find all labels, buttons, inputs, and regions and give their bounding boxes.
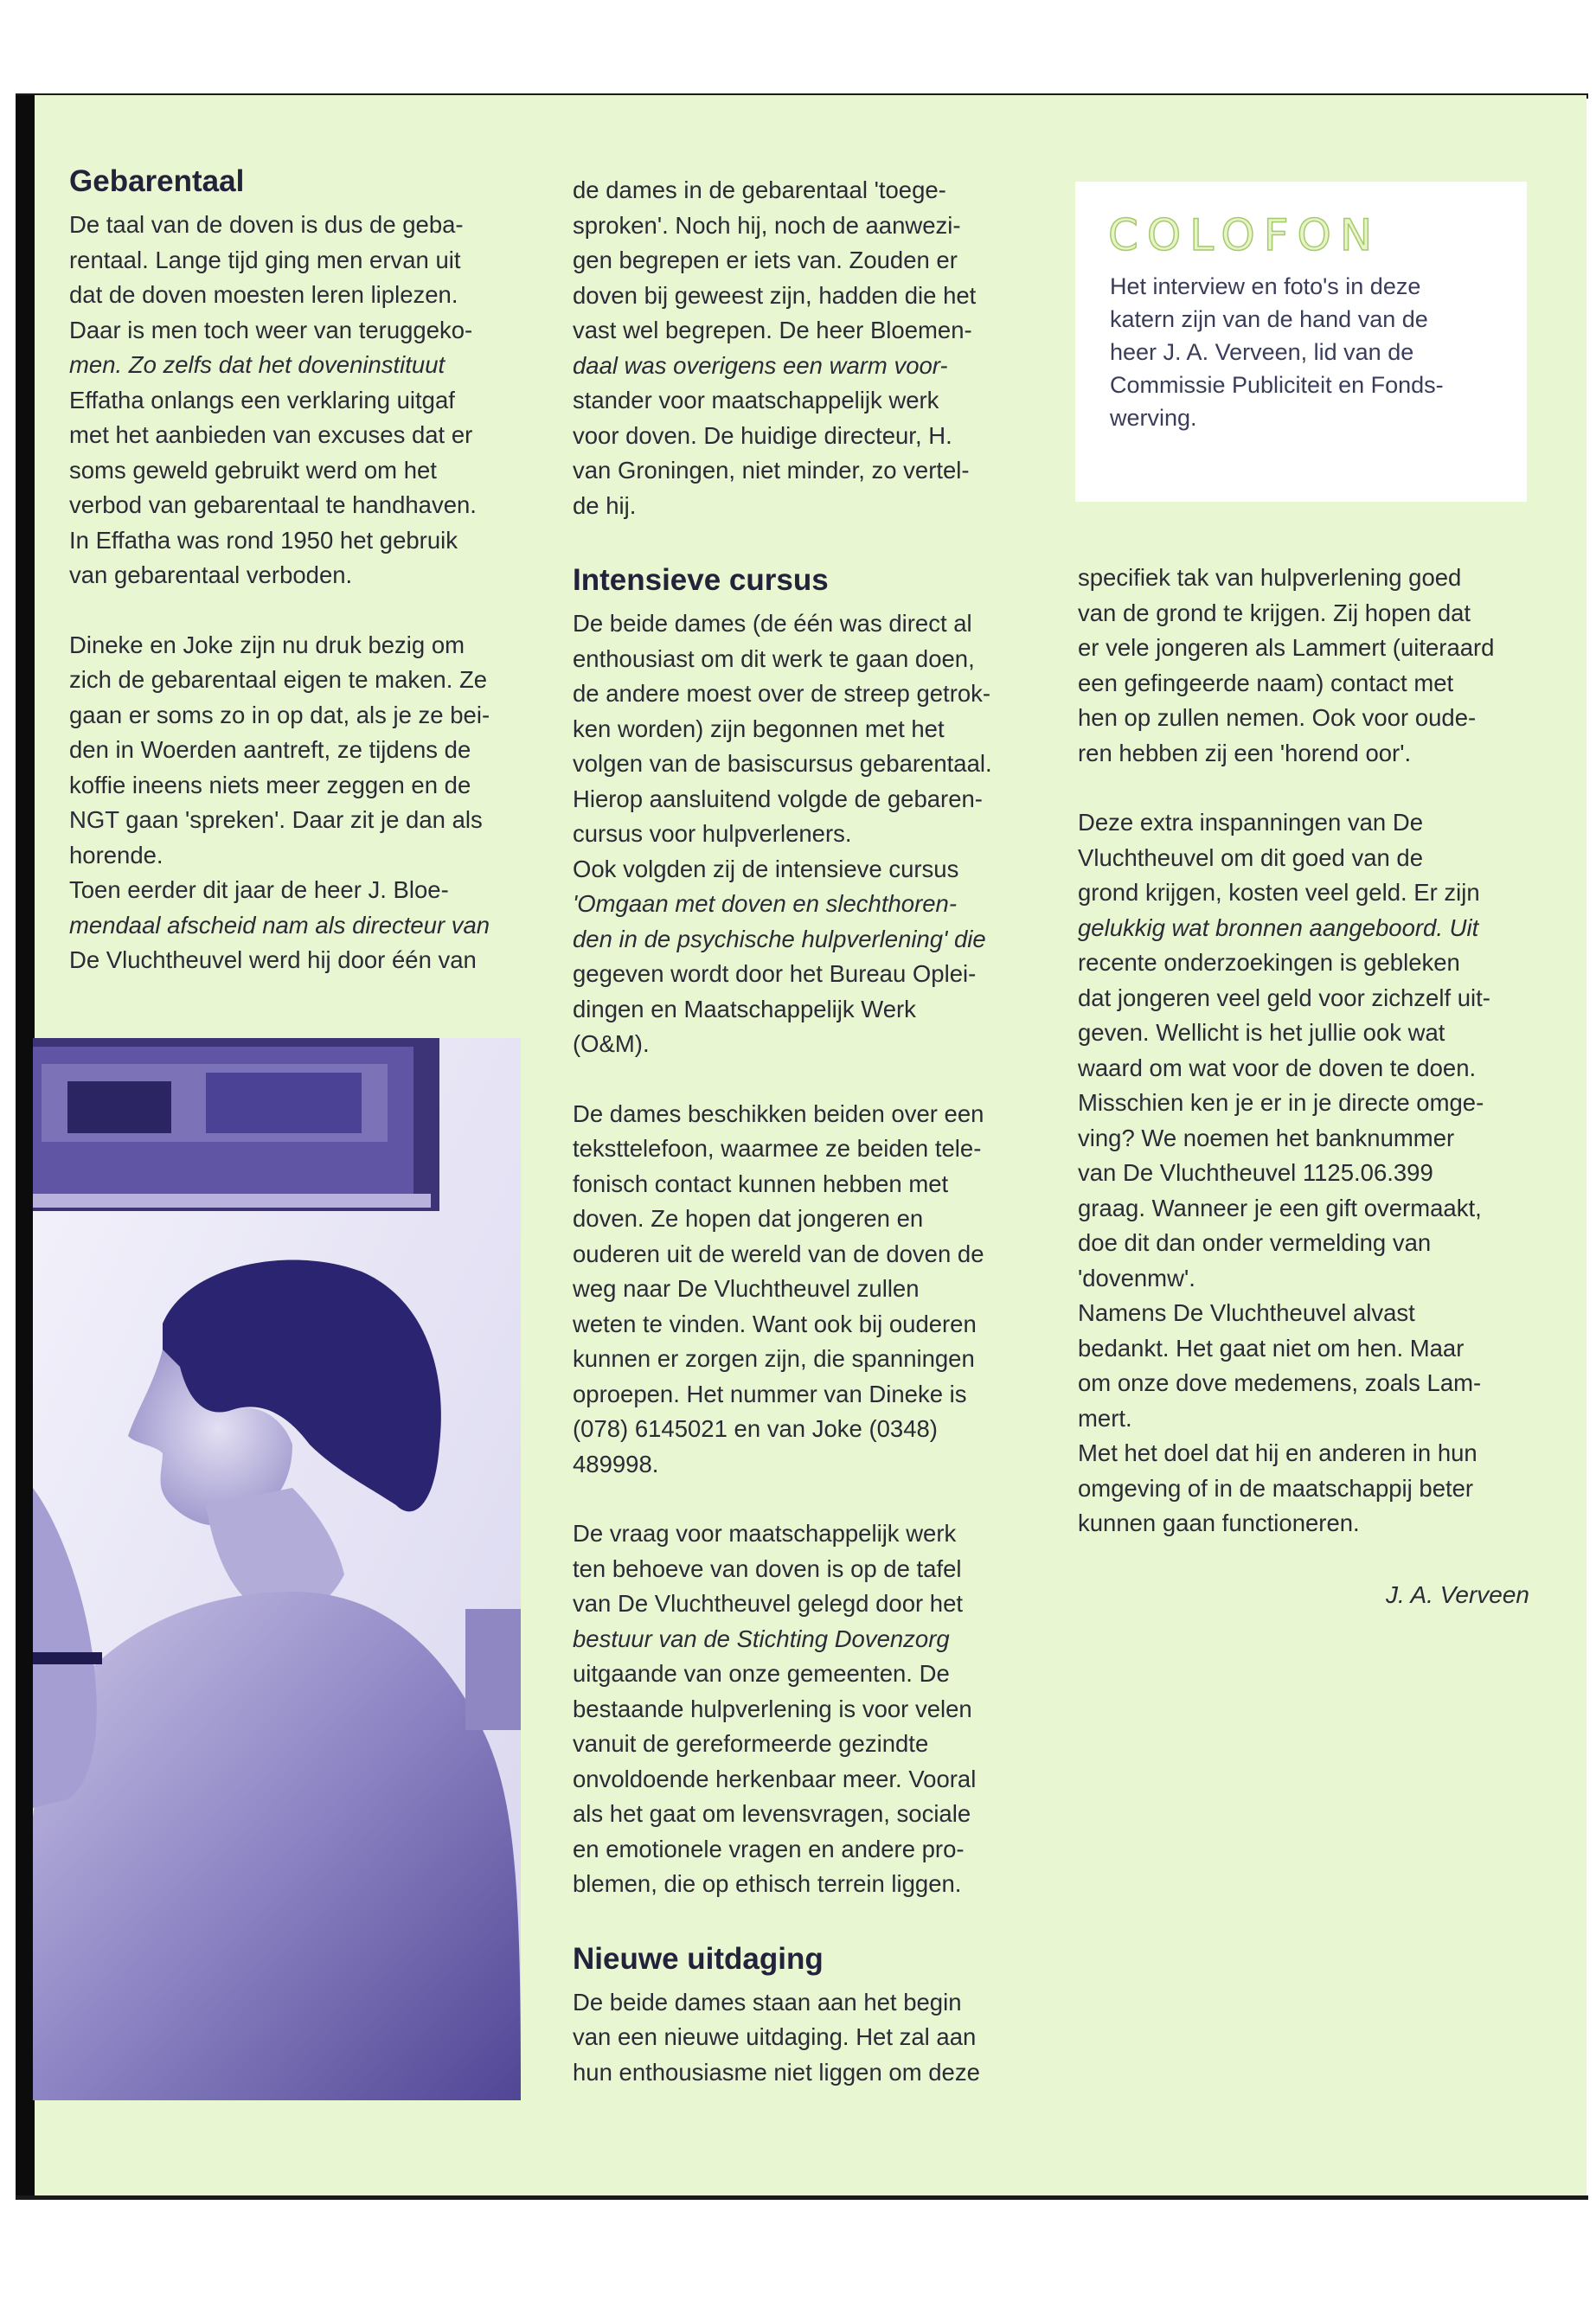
text-line: kunnen er zorgen zijn, die spanningen — [573, 1345, 975, 1372]
text-line: dingen en Maatschappelijk Werk — [573, 995, 916, 1022]
paragraph — [573, 606, 1040, 852]
text-line: ken worden) zijn begonnen met het — [573, 715, 945, 742]
text-line: graag. Wanneer je een gift overmaakt, — [1078, 1194, 1482, 1221]
text-line: gegeven wordt door het Bureau Oplei- — [573, 960, 977, 987]
text-line: heer J. A. Verveen, lid van de — [1110, 339, 1414, 365]
colofon-title: COLOFON — [1108, 210, 1381, 260]
text-line: bedankt. Het gaat niet om hen. Maar — [1078, 1334, 1465, 1362]
portrait-illustration — [33, 1038, 521, 2100]
paragraph — [1078, 561, 1545, 771]
text-line: hun enthousiasme niet liggen om deze — [573, 2058, 980, 2086]
text-line: onvoldoende herkenbaar meer. Vooral — [573, 1765, 977, 1792]
text-line: kunnen gaan functioneren. — [1078, 1509, 1360, 1536]
text-line: Dineke en Joke zijn nu druk bezig om — [69, 631, 465, 658]
text-line: den in de psychische hulpverlening' die — [573, 925, 986, 952]
text-line: enthousiast om dit werk te gaan doen, — [573, 644, 975, 672]
portrait-photo — [33, 1038, 521, 2100]
section-heading-intensieve-cursus: Intensieve cursus — [573, 563, 829, 597]
text-line: Namens De Vluchtheuvel alvast — [1078, 1299, 1415, 1326]
watch — [33, 1652, 102, 1664]
text-line: van een nieuwe uitdaging. Het zal aan — [573, 2023, 977, 2050]
text-line: blemen, die op ethisch terrein liggen. — [573, 1870, 962, 1897]
article-column-1 — [69, 163, 536, 978]
text-line: Toen eerder dit jaar de heer J. Bloe- — [69, 876, 449, 903]
paragraph — [69, 628, 536, 874]
text-line: een gefingeerde naam) contact met — [1078, 669, 1454, 696]
text-line: men. Zo zelfs dat het doveninstituut — [69, 351, 445, 378]
text-line: gen begrepen er iets van. Zouden er — [573, 247, 958, 273]
text-line: om onze dove medemens, zoals Lam- — [1078, 1369, 1482, 1396]
text-line: Ook volgden zij de intensieve cursus — [573, 855, 959, 882]
text-line: specifiek tak van hulpverlening goed — [1078, 564, 1462, 591]
text-line: met het aanbieden van excuses dat er — [69, 421, 473, 448]
text-line: bestuur van de Stichting Dovenzorg — [573, 1625, 950, 1652]
text-line: omgeving of in de maatschappij beter — [1078, 1474, 1474, 1502]
text-line: De beide dames staan aan het begin — [573, 1988, 962, 2016]
text-line: en emotionele vragen en andere pro- — [573, 1835, 965, 1862]
text-line: fonisch contact kunnen hebben met — [573, 1170, 949, 1197]
text-line: ouderen uit de wereld van de doven de — [573, 1240, 984, 1267]
text-line: rentaal. Lange tijd ging men ervan uit — [69, 246, 461, 273]
paragraph — [1078, 1436, 1545, 1541]
text-line: doe dit dan onder vermelding van — [1078, 1229, 1432, 1256]
paragraph — [69, 208, 536, 593]
text-line: gaan er soms zo in op dat, als je ze bei- — [69, 701, 490, 728]
scan-edge-bottom — [16, 2195, 1588, 2200]
text-line: de hij. — [573, 491, 637, 519]
text-line: 489998. — [573, 1450, 659, 1477]
scan-edge-left — [16, 95, 35, 2197]
text-line: katern zijn van de hand van de — [1110, 306, 1428, 332]
text-line: ten behoeve van doven is op de tafel — [573, 1554, 962, 1582]
text-line: de andere moest over de streep getrok- — [573, 680, 991, 707]
text-line: 'Omgaan met doven en slechthoren- — [573, 890, 957, 917]
text-line: voor doven. De huidige directeur, H. — [573, 421, 952, 449]
text-line: weten te vinden. Want ook bij ouderen — [573, 1310, 977, 1337]
text-line: er vele jongeren als Lammert (uiteraard — [1078, 634, 1495, 661]
text-line: Effatha onlangs een verklaring uitgaf — [69, 386, 455, 413]
colofon-box — [1075, 182, 1527, 502]
text-line: Misschien ken je er in je directe omge- — [1078, 1089, 1484, 1116]
text-line: zich de gebarentaal eigen te maken. Ze — [69, 666, 488, 693]
author-signature: J. A. Verveen — [1385, 1581, 1529, 1608]
text-line: Deze extra inspanningen van De — [1078, 809, 1424, 836]
text-fragment: mendaal afscheid nam als directeur van — [69, 911, 490, 939]
text-line: mert. — [1078, 1404, 1132, 1432]
paragraph — [1078, 1296, 1545, 1436]
text-line: waard om wat voor de doven te doen. — [1078, 1054, 1477, 1081]
framed-painting — [33, 1038, 439, 1211]
text-line: Met het doel dat hij en anderen in hun — [1078, 1439, 1477, 1466]
text-line: koffie ineens niets meer zeggen en de — [69, 771, 471, 798]
text-line: vanuit de gereformeerde gezindte — [573, 1730, 929, 1757]
text-line: De dames beschikken beiden over een — [573, 1099, 984, 1127]
text-line: geven. Wellicht is het jullie ook wat — [1078, 1019, 1445, 1046]
text-line: stander voor maatschappelijk werk — [573, 387, 939, 413]
text-line: De vraag voor maatschappelijk werk — [573, 1520, 957, 1547]
chair — [465, 1609, 521, 1730]
text-line: teksttelefoon, waarmee ze beiden tele- — [573, 1135, 982, 1162]
text-line: volgen van de basiscursus gebarentaal. — [573, 750, 992, 777]
paragraph — [573, 1516, 1040, 1902]
text-line: sproken'. Noch hij, noch de aanwezi- — [573, 211, 961, 239]
text-line — [69, 908, 536, 944]
text-line: van De Vluchtheuvel 1125.06.399 — [1078, 1159, 1433, 1186]
text-line: De beide dames (de één was direct al — [573, 610, 972, 637]
text-line: horende. — [69, 841, 163, 868]
text-line: Vluchtheuvel om dit goed van de — [1078, 843, 1424, 871]
text-line: werving. — [1110, 405, 1197, 431]
article-column-3 — [1078, 561, 1545, 1541]
paragraph — [69, 873, 536, 978]
text-line: weg naar De Vluchtheuvel zullen — [573, 1275, 920, 1302]
text-line: van Groningen, niet minder, zo vertel- — [573, 457, 970, 484]
paragraph — [573, 1985, 1040, 2091]
text-line: doven. Ze hopen dat jongeren en — [573, 1205, 924, 1232]
text-line: NGT gaan 'spreken'. Daar zit je dan als — [69, 806, 483, 833]
text-line: Hierop aansluitend volgde de gebaren- — [573, 785, 983, 812]
text-line: (078) 6145021 en van Joke (0348) — [573, 1415, 938, 1442]
text-line: 'dovenmw'. — [1078, 1264, 1195, 1292]
article-column-2 — [573, 173, 1040, 2090]
text-line: gelukkig wat bronnen aangeboord. Uit — [1078, 913, 1479, 941]
text-line: van De Vluchtheuvel gelegd door het — [573, 1590, 964, 1617]
text-line: bestaande hulpverlening is voor velen — [573, 1695, 972, 1722]
text-line: van de grond te krijgen. Zij hopen dat — [1078, 599, 1471, 626]
text-line: daal was overigens een warm voor- — [573, 351, 948, 379]
text-line: cursus voor hulpverleners. — [573, 820, 852, 847]
text-line: van gebarentaal verboden. — [69, 561, 353, 588]
text-line: uitgaande van onze gemeenten. De — [573, 1660, 950, 1687]
text-line: de dames in de gebarentaal 'toege- — [573, 176, 946, 203]
text-line: In Effatha was rond 1950 het gebruik — [69, 526, 458, 554]
text-line: De taal van de doven is dus de geba- — [69, 211, 464, 238]
text-line: ving? We noemen het banknummer — [1078, 1124, 1455, 1151]
paragraph — [573, 173, 1040, 523]
text-line: vast wel begrepen. De heer Bloemen- — [573, 317, 972, 343]
text-line: als het gaat om levensvragen, sociale — [573, 1800, 971, 1827]
text-line: Commissie Publiciteit en Fonds- — [1110, 372, 1444, 398]
text-line: grond krijgen, kosten veel geld. Er zijn — [1078, 879, 1480, 906]
text-line: dat de doven moesten leren liplezen. — [69, 281, 458, 308]
paragraph — [573, 1097, 1040, 1483]
text-line: recente onderzoekingen is gebleken — [1078, 949, 1460, 976]
text-line: dat jongeren veel geld voor zichzelf uit- — [1078, 984, 1490, 1011]
text-line: doven bij geweest zijn, hadden die het — [573, 281, 977, 309]
paragraph — [1078, 805, 1545, 1296]
section-heading-gebarentaal: Gebarentaal — [69, 164, 245, 198]
text-line: (O&M). — [573, 1030, 650, 1057]
colofon-text — [1110, 270, 1527, 434]
text-line: ren hebben zij een 'horend oor'. — [1078, 739, 1412, 766]
paragraph — [573, 852, 1040, 1062]
text-line: Daar is men toch weer van teruggeko- — [69, 316, 473, 343]
text-line: oproepen. Het nummer van Dineke is — [573, 1380, 967, 1407]
text-line: den in Woerden aantreft, ze tijdens de — [69, 736, 471, 763]
text-line: verbod van gebarentaal te handhaven. — [69, 491, 477, 518]
text-line: hen op zullen nemen. Ook voor oude- — [1078, 704, 1477, 731]
text-line: Het interview en foto's in deze — [1110, 273, 1421, 299]
text-line: De Vluchtheuvel werd hij door één van — [69, 946, 477, 973]
section-heading-nieuwe-uitdaging: Nieuwe uitdaging — [573, 1941, 824, 1976]
text-line: soms geweld gebruikt werd om het — [69, 456, 437, 484]
